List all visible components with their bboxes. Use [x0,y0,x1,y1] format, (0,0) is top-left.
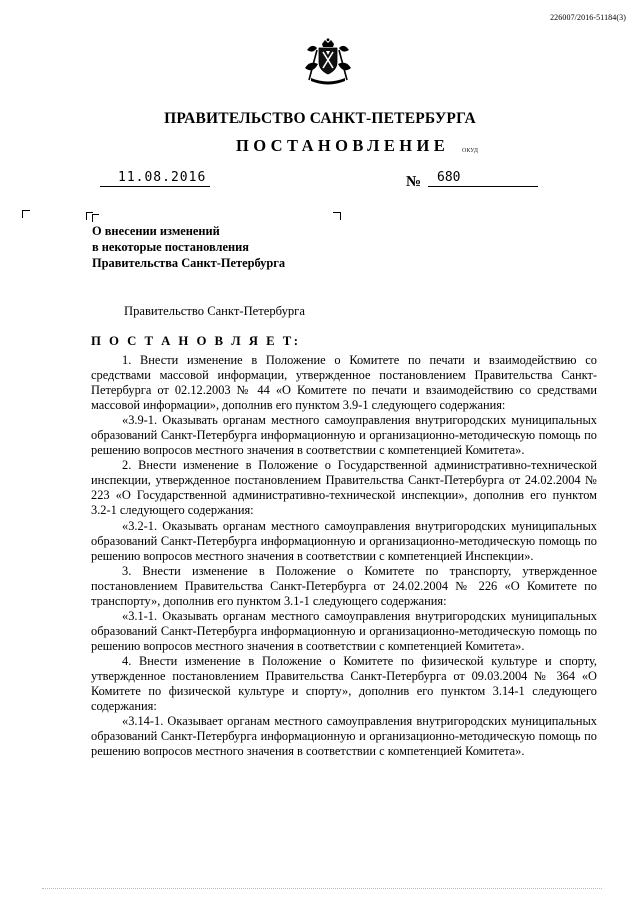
number-label: № [406,174,422,190]
subject-line: Правительства Санкт-Петербурга [92,256,286,270]
body-paragraph: «3.2-1. Оказывать органам местного самоуправления внутригородских муниципальных образований Санкт-Петербурга информационную и организационно-методическую помощь по решению вопросов местного значения в соответствии с компетенцией Инспекции». [91,518,597,563]
okud-label: ОКУД [462,148,478,154]
document-type-title: ПОСТАНОВЛЕНИЕ [236,136,450,155]
coat-of-arms-icon [303,38,353,86]
body-paragraph: 1. Внести изменение в Положение о Комитете по печати и взаимодействию со средствами массовой информации, утвержденное постановлением Правительства Санкт-Петербурга от 02.12.2003 № 44 «О Комитете по печати и взаимодействию со средствами массовой информации», дополнив его пунктом 3.9-1 следующего содержания: [91,353,597,413]
issuing-authority: Правительство Санкт-Петербурга [124,304,305,318]
government-title: ПРАВИТЕЛЬСТВО САНКТ-ПЕТЕРБУРГА [164,110,476,127]
body-paragraph: «3.9-1. Оказывать органам местного самоуправления внутригородских муниципальных образований Санкт-Петербурга информационную и организационно-методическую помощь по решению вопросов местного значения в соответствии с компетенцией Комитета». [91,413,597,458]
body-paragraph: «3.14-1. Оказывает органам местного самоуправления внутригородских муниципальных образований Санкт-Петербурга информационную и организационно-методическую помощь по решению вопросов местного значения в соответствии с компетенцией Комитета». [91,714,597,759]
date-underline [100,186,210,187]
scan-footer-marks [42,888,602,893]
body-paragraph: 3. Внести изменение в Положение о Комитете по транспорту, утвержденное постановлением Правительства Санкт-Петербурга от 24.02.2004 № 226 «О Комитете по транспорту», дополнив его пунктом 3.1-1 следующего содержания: [91,563,597,608]
document-body [91,353,597,759]
body-paragraph: 2. Внести изменение в Положение о Государственной административно-технической инспекции, утвержденное постановлением Правительства Санкт-Петербурга от 24.02.2004 № 223 «О Государственной административно-технической инспекции», дополнив его пунктом 3.2-1 следующего содержания: [91,458,597,518]
subject-line: О внесении изменений [92,224,220,238]
body-paragraph: 4. Внести изменение в Положение о Комитете по физической культуре и спорту, утвержденное постановлением Правительства Санкт-Петербурга от 09.03.2004 № 364 «О Комитете по физической культуре и спорту», дополнив его пунктом 3.14-1 следующего содержания: [91,653,597,714]
body-paragraph: «3.1-1. Оказывать органам местного самоуправления внутригородских муниципальных образований Санкт-Петербурга информационную и организационно-методическую помощь по решению вопросов местного значения в соответствии с компетенцией Комитета». [91,608,597,653]
document-date: 11.08.2016 [118,170,207,185]
document-subject [92,223,285,271]
corner-bracket-mark [333,212,341,220]
corner-bracket-mark [22,210,30,218]
corner-bracket-mark [92,214,99,222]
number-underline [428,186,538,187]
subject-line: в некоторые постановления [92,240,249,254]
document-registration-number: 226007/2016-51184(3) [550,13,626,22]
resolves-heading: П О С Т А Н О В Л Я Е Т: [91,334,301,348]
document-number: 680 [437,170,461,185]
